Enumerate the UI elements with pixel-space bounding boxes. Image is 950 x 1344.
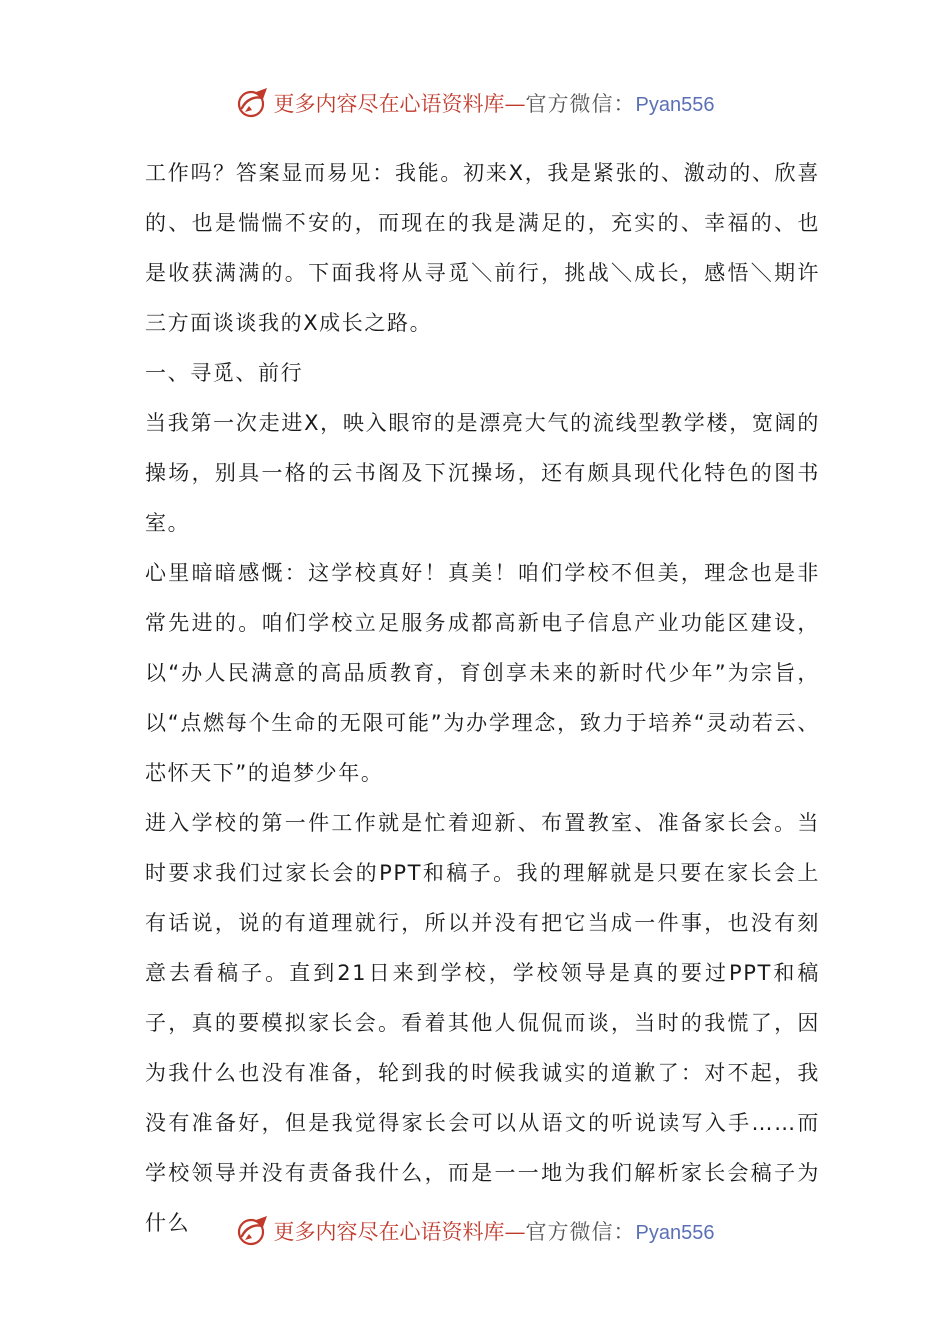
header-promo: 更多内容尽在心语资料库 bbox=[273, 92, 505, 116]
header-official-label: 官方微信： bbox=[525, 92, 636, 116]
section-heading: 一、寻觅、前行 bbox=[145, 361, 304, 385]
footer-banner bbox=[0, 1211, 950, 1251]
footer-wechat-id: Pyan556 bbox=[635, 1222, 715, 1244]
header-promo-text bbox=[274, 88, 715, 118]
paragraph: 进入学校的第一件工作就是忙着迎新、布置教室、准备家长会。当时要求我们过家长会的PPT和稿子。我的理解就是只要在家长会上有话说，说的有道理就行，所以并没有把它当成一件事，也没有刻意去看稿子。直到21日来到学校，学校领导是真的要过PPT和稿子，真的要模拟家长会。看着其他人侃侃而谈，当时的我慌了，因为我什么也没有准备，轮到我的时候我诚实的道歉了：对不起，我没有准备好，但是我觉得家长会可以从语文的听说读写入手……而学校领导并没有责备我什么，而是一一地为我们解析家长会稿子为什么 bbox=[145, 811, 820, 1235]
paragraph: 心里暗暗感慨：这学校真好！真美！咱们学校不但美，理念也是非常先进的。咱们学校立足服务成都高新电子信息产业功能区建设，以“办人民满意的高品质教育，育创享未来的新时代少年”为宗旨，以“点燃每个生命的无限可能”为办学理念，致力于培养“灵动若云、芯怀天下”的追梦少年。 bbox=[145, 561, 820, 785]
pen-logo-icon bbox=[236, 86, 270, 120]
header-banner bbox=[0, 83, 950, 123]
footer-dash: — bbox=[504, 1220, 526, 1244]
document-body bbox=[145, 148, 820, 1248]
pen-logo-icon bbox=[236, 1214, 270, 1248]
footer-promo-text bbox=[274, 1216, 715, 1246]
paragraph: 工作吗？答案显而易见：我能。初来X，我是紧张的、激动的、欣喜的、也是惴惴不安的，而现在的我是满足的，充实的、幸福的、也是收获满满的。下面我将从寻觅＼前行，挑战＼成长，感悟＼期许三方面谈谈我的X成长之路。 bbox=[145, 161, 820, 335]
footer-promo: 更多内容尽在心语资料库 bbox=[273, 1220, 505, 1244]
footer-official-label: 官方微信： bbox=[525, 1220, 636, 1244]
header-dash: — bbox=[504, 92, 526, 116]
paragraph: 当我第一次走进X，映入眼帘的是漂亮大气的流线型教学楼，宽阔的操场，别具一格的云书阁及下沉操场，还有颇具现代化特色的图书室。 bbox=[145, 411, 820, 535]
header-wechat-id: Pyan556 bbox=[635, 94, 715, 116]
